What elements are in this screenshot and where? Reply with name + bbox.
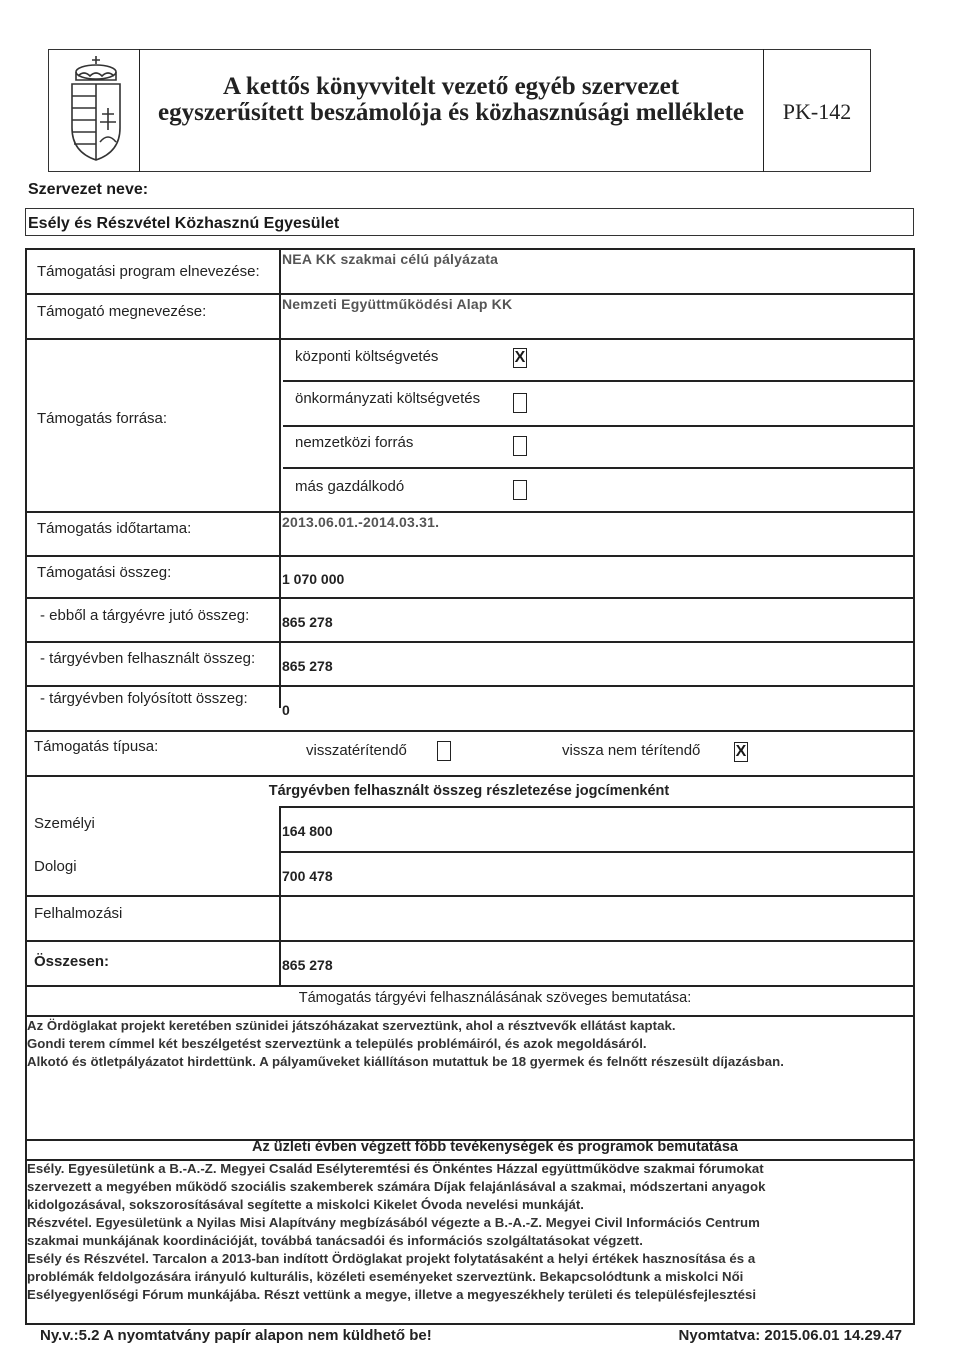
activities-line: kidolgozásával, sokszorosításával segítette a miskolci Kikelet Óvoda nevelési munkáját.	[27, 1197, 584, 1212]
source-option-other-business: más gazdálkodó	[295, 478, 405, 495]
form-title-line2: egyszerűsített beszámolója és közhasznúsági melléklete	[158, 99, 744, 126]
sum-value: 865 278	[282, 957, 333, 973]
material-value: 700 478	[282, 868, 333, 884]
source-option-international: nemzetközi forrás	[295, 434, 414, 451]
paid-amount-label: - tárgyévben folyósított összeg:	[40, 690, 248, 707]
duration-label: Támogatás időtartama:	[37, 520, 192, 537]
usage-line: Alkotó és ötletpályázatot hirdettünk. A pályaműveket kiállításon mutattuk be 18 gyermek és felnőtt részesült díjazásban.	[27, 1054, 784, 1069]
activities-title: Az üzleti évben végzett főbb tevékenységek és programok bemutatása	[252, 1139, 738, 1155]
personal-value: 164 800	[282, 823, 333, 839]
activities-line: szakmai munkájának koordinációját, továbbá tanácsadói és információs szolgáltatásokat végzett.	[27, 1233, 643, 1248]
supporter-value: Nemzeti Együttműködési Alap KK	[282, 296, 513, 312]
activities-line: Részvétel. Egyesületünk a Nyilas Misi Alapítvány megbízásából végezte a B.-A.-Z. Megyei Civil Információs Centrum	[27, 1215, 760, 1230]
source-option-municipal: önkormányzati költségvetés	[295, 390, 481, 407]
personal-label: Személyi	[34, 815, 95, 832]
footer-notice: Ny.v.:5.2 A nyomtatvány papír alapon nem küldhető be!	[40, 1327, 432, 1344]
support-type-label: Támogatás típusa:	[34, 738, 159, 755]
org-name-label: Szervezet neve:	[28, 181, 149, 198]
used-amount-value: 865 278	[282, 658, 333, 674]
sum-label: Összesen:	[34, 953, 110, 970]
nonrefundable-label: vissza nem térítendő	[562, 742, 701, 759]
org-name-value: Esély és Részvétel Közhasznú Egyesület	[28, 215, 340, 232]
coat-of-arms-icon	[62, 52, 130, 164]
program-value: NEA KK szakmai célú pályázata	[282, 251, 499, 267]
nonrefundable-checkbox[interactable]: X	[735, 743, 747, 760]
source-municipal-checkbox[interactable]	[513, 393, 527, 413]
usage-line: Gondi terem címmel két beszélgetést szerveztünk a település problémáiról, és azok megoldásáról.	[27, 1036, 647, 1051]
activities-line: Esélyegyenlőségi Fórum munkájába. Részt vettünk a megye, illetve a megyeszékhely területi és településfejlesztési	[27, 1287, 757, 1302]
supporter-label: Támogató megnevezése:	[37, 303, 207, 320]
capital-label: Felhalmozási	[34, 905, 123, 922]
activities-line: Esély. Egyesületünk a B.-A.-Z. Megyei Család Esélyteremtési és Önkéntes Házzal együttműködve szakmai fórumokat	[27, 1161, 764, 1176]
paid-amount-value: 0	[282, 702, 290, 718]
form-code: PK-142	[782, 99, 852, 124]
duration-value: 2013.06.01.-2014.03.31.	[282, 514, 440, 530]
source-international-checkbox[interactable]	[513, 436, 527, 456]
activities-line: problémák feldolgozására irányuló kulturális, közéleti eseményeket szerveztünk. Bekapcsolódtunk a miskolci Női	[27, 1269, 744, 1284]
activities-line: szervezett a megyében működő szociális szakemberek számára Díjak felajánlásával a szakmai, módszertani anyagok	[27, 1179, 766, 1194]
usage-title: Támogatás tárgyévi felhasználásának szöveges bemutatása:	[298, 990, 692, 1006]
usage-line: Az Ördöglakat projekt keretében szünidei játszóházakat szerveztünk, ahol a résztvevők ellátást kaptak.	[27, 1018, 676, 1033]
breakdown-title: Tárgyévben felhasznált összeg részletezése jogcímenként	[268, 783, 670, 799]
year-amount-label: - ebből a tárgyévre jutó összeg:	[40, 607, 250, 624]
used-amount-label: - tárgyévben felhasznált összeg:	[40, 650, 256, 667]
year-amount-value: 865 278	[282, 614, 333, 630]
activities-line: Esély és Részvétel. Tarcalon a 2013-ban indított Ördöglakat projekt folytatásaként a helyi értékek hasznosítása és a	[27, 1251, 756, 1266]
total-amount-value: 1 070 000	[282, 571, 345, 587]
material-label: Dologi	[34, 858, 77, 875]
program-label: Támogatási program elnevezése:	[37, 263, 260, 280]
footer-print-date: Nyomtatva: 2015.06.01 14.29.47	[678, 1327, 902, 1344]
source-other-business-checkbox[interactable]	[513, 480, 527, 500]
refundable-checkbox[interactable]	[437, 741, 451, 761]
source-option-central: központi költségvetés	[295, 348, 439, 365]
refundable-label: visszatérítendő	[306, 742, 407, 759]
source-label: Támogatás forrása:	[37, 410, 168, 427]
form-title-line1: A kettős könyvvitelt vezető egyéb szervezet	[222, 73, 680, 100]
source-central-checkbox[interactable]: X	[514, 349, 526, 366]
total-amount-label: Támogatási összeg:	[37, 564, 172, 581]
